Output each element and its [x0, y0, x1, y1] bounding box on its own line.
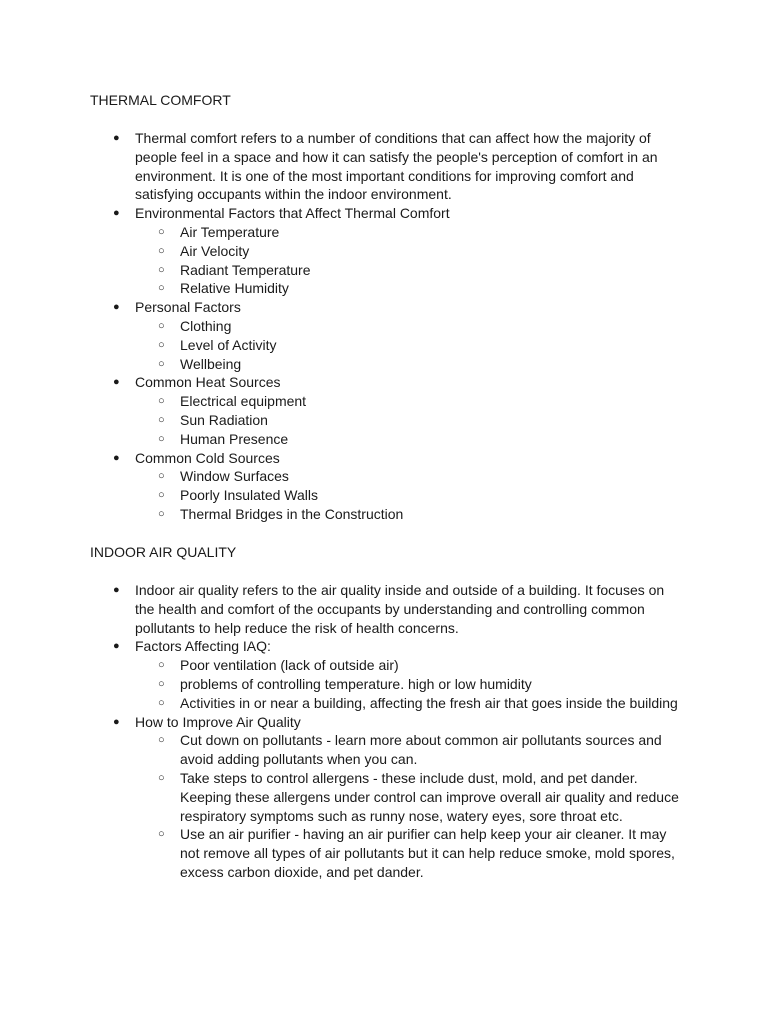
list-item-cold-sources: ● Common Cold Sources	[0, 449, 680, 468]
sub-item-thermal-bridges: ○ Thermal Bridges in the Construction	[0, 505, 680, 524]
list-item-personal-factors: ● Personal Factors	[0, 298, 680, 317]
sub-item-activities-near-building: ○ Activities in or near a building, affecting the fresh air that goes inside the building	[0, 694, 680, 713]
list-item-heat-sources: ● Common Heat Sources	[0, 373, 680, 392]
sub-item-cut-down-pollutants: ○ Cut down on pollutants - learn more about common air pollutants sources and avoid adding pollutants when you can.	[0, 731, 680, 769]
sub-item-radiant-temperature: ○ Radiant Temperature	[0, 261, 680, 280]
sub-item-control-allergens: ○ Take steps to control allergens - these include dust, mold, and pet dander. Keeping these allergens under control can improve overall air quality and reduce respiratory symptoms such as runny nose, watery eyes, sore throat etc.	[0, 769, 680, 825]
sub-item-human-presence: ○ Human Presence	[0, 430, 680, 449]
sub-item-window-surfaces: ○ Window Surfaces	[0, 467, 680, 486]
list-item-factors-affecting-iaq: ● Factors Affecting IAQ:	[0, 637, 680, 656]
sub-item-clothing: ○ Clothing	[0, 317, 680, 336]
sub-item-controlling-temperature: ○ problems of controlling temperature. high or low humidity	[0, 675, 680, 694]
sub-item-wellbeing: ○ Wellbeing	[0, 355, 680, 374]
section-heading-indoor-air-quality: INDOOR AIR QUALITY	[90, 544, 237, 560]
sub-item-air-velocity: ○ Air Velocity	[0, 242, 680, 261]
section-heading-thermal-comfort: THERMAL COMFORT	[90, 92, 231, 108]
list-item-improve-air-quality: ● How to Improve Air Quality	[0, 713, 680, 732]
list-item-environmental-factors: ● Environmental Factors that Affect Thermal Comfort	[0, 204, 680, 223]
list-item-iaq-definition: ● Indoor air quality refers to the air quality inside and outside of a building. It focuses on the health and comfort of the occupants by understanding and controlling common pollutants to help reduce the risk of health concerns.	[0, 581, 680, 637]
sub-item-relative-humidity: ○ Relative Humidity	[0, 279, 680, 298]
sub-item-electrical-equipment: ○ Electrical equipment	[0, 392, 680, 411]
sub-item-poor-ventilation: ○ Poor ventilation (lack of outside air)	[0, 656, 680, 675]
sub-item-air-temperature: ○ Air Temperature	[0, 223, 680, 242]
indoor-air-quality-list	[0, 581, 680, 882]
sub-item-level-of-activity: ○ Level of Activity	[0, 336, 680, 355]
sub-item-insulated-walls: ○ Poorly Insulated Walls	[0, 486, 680, 505]
list-item-thermal-definition: ● Thermal comfort refers to a number of conditions that can affect how the majority of people feel in a space and how it can satisfy the people's perception of comfort in an environment. It is one of the most important conditions for improving comfort and satisfying occupants within the indoor environment.	[0, 129, 680, 204]
thermal-comfort-list	[0, 129, 680, 524]
sub-item-air-purifier: ○ Use an air purifier - having an air purifier can help keep your air cleaner. It may not remove all types of air pollutants but it can help reduce smoke, mold spores, excess carbon dioxide, and pet dander.	[0, 825, 680, 881]
sub-item-sun-radiation: ○ Sun Radiation	[0, 411, 680, 430]
